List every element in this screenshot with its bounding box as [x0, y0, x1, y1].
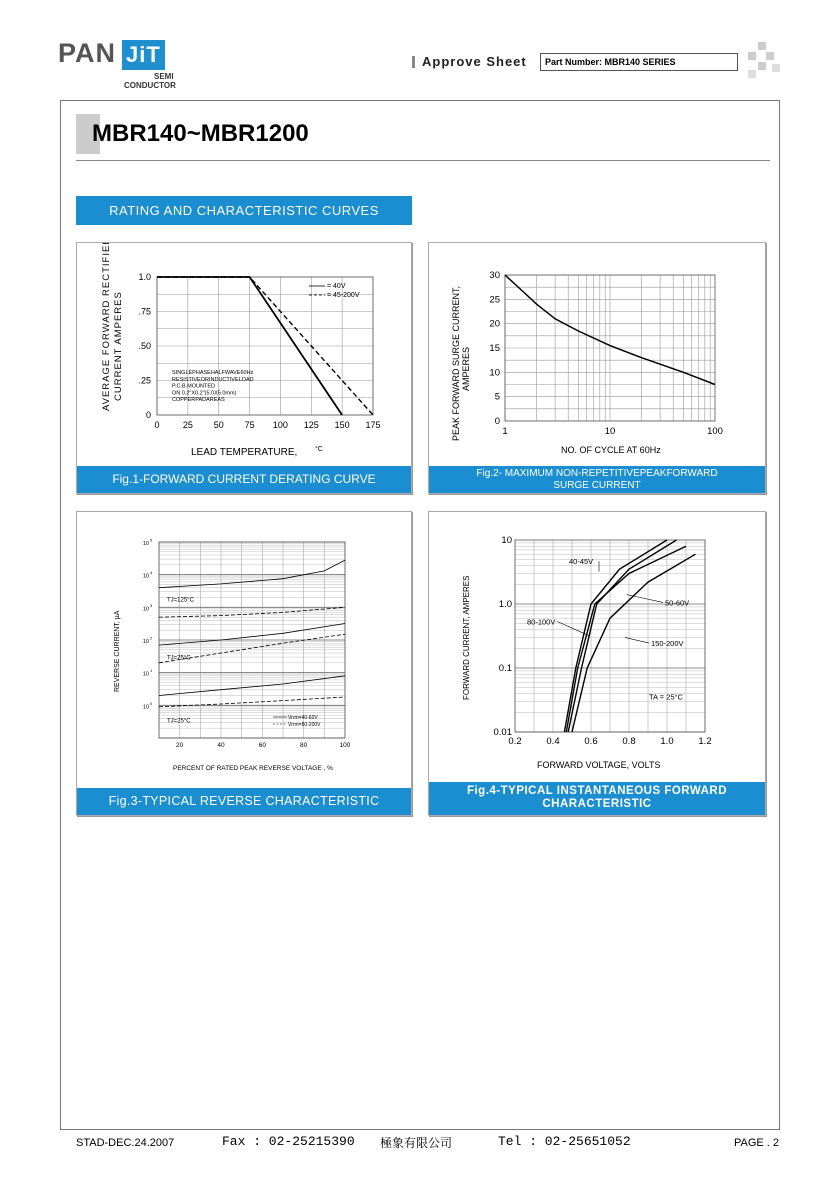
fig4-caption-line-2: CHARACTERISTIC — [542, 798, 652, 810]
fig1-xlabel-unit: °C — [315, 446, 323, 453]
fig3-xtick-label: 40 — [217, 742, 225, 749]
fig3-chart — [77, 512, 413, 788]
fig1-chart — [77, 243, 413, 467]
fig3-ytick-label: 10 — [142, 639, 149, 645]
fig4-caption-line-1: Fig.4-TYPICAL INSTANTANEOUS FORWARD — [466, 785, 728, 797]
fig2-caption — [429, 466, 765, 493]
fig2-ytick-label: 30 — [489, 270, 500, 281]
fig3-xlabel: PERCENT OF RATED PEAK REVERSE VOLTAGE , % — [173, 765, 333, 772]
fig3-annotation-125c: TJ=125°C — [167, 597, 194, 604]
checker-decoration — [744, 42, 780, 78]
fig1-ytick-label: .75 — [138, 306, 151, 317]
fig2-xtick-label: 10 — [604, 426, 616, 437]
fig3-ytick-label: 10 — [142, 671, 149, 678]
fig1-xlabel: LEAD TEMPERATURE, — [191, 447, 298, 458]
fig3-ytick-label: 10 — [142, 573, 149, 580]
fig1-note-line: SINGLEPHASEHALFWAVE60Hz — [172, 370, 254, 376]
footer-tel: Tel : 02-25651052 — [498, 1134, 631, 1149]
fig2-ytick-label: 20 — [489, 318, 500, 330]
fig4-ytick-label: 10 — [501, 535, 512, 546]
fig2-xlabel: NO. OF CYCLE AT 60Hz — [561, 445, 661, 455]
fig1-ytick-label: .25 — [138, 375, 151, 386]
fig2-xtick-label: 100 — [707, 426, 723, 437]
fig4-curve-label: 80-100V — [527, 617, 556, 627]
fig2-ytick-label: 10 — [489, 367, 500, 379]
section-banner: RATING AND CHARACTERISTIC CURVES — [76, 196, 412, 225]
fig1-legend-45-200v: = 45-200V — [327, 292, 360, 299]
fig3-xtick-label: 100 — [339, 742, 351, 749]
footer-fax: Fax : 02-25215390 — [222, 1134, 355, 1149]
footer-page: PAGE . 2 — [734, 1137, 780, 1149]
logo-conductor-text: CONDUCTOR — [124, 81, 176, 90]
fig4-xtick-label: 1.2 — [698, 736, 712, 747]
fig1-ytick-label: 0 — [145, 410, 151, 420]
fig1-xtick-label: 175 — [365, 420, 381, 430]
fig4-ytick-label: 1.0 — [498, 599, 512, 610]
fig4-ytick-label: 0.1 — [498, 663, 512, 674]
fig1-xtick-label: 0 — [154, 420, 160, 430]
fig3-ytick-exponent: 0 — [150, 700, 153, 706]
fig1-caption: Fig.1-FORWARD CURRENT DERATING CURVE — [77, 466, 411, 493]
fig3-xtick-label: 60 — [258, 742, 266, 749]
fig3-ytick-exponent: 4 — [150, 570, 153, 576]
fig3-ytick-label: 10 — [142, 704, 149, 711]
fig2-ylabel-2: AMPERES — [461, 346, 471, 391]
fig1-note-line: RESISTIVEORINDUCTIVELOAD — [172, 376, 254, 383]
fig4-curve-label: 50-60V — [665, 598, 690, 608]
title-divider — [76, 160, 770, 161]
fig4-xlabel: FORWARD VOLTAGE, VOLTS — [537, 760, 661, 770]
logo-jit-text: JiT — [122, 40, 165, 70]
fig4-series-line — [564, 540, 667, 732]
part-number-box: Part Number: MBR140 SERIES — [540, 53, 738, 71]
fig2-caption-line-2: SURGE CURRENT — [553, 480, 641, 491]
fig2-ylabel-1: PEAK FORWARD SURGE CURRENT, — [451, 285, 461, 441]
fig3-ytick-exponent: 3 — [150, 602, 153, 608]
fig2-chart — [429, 243, 767, 467]
fig3-xtick-label: 80 — [300, 742, 308, 749]
fig4-label-leader — [557, 621, 589, 635]
fig3-ytick-exponent: 5 — [150, 537, 153, 543]
fig1-ytick-label: .50 — [138, 341, 151, 351]
logo-pan-text: PAN — [58, 38, 117, 68]
logo-semi-text: SEMI — [154, 72, 174, 81]
fig3-ytick-exponent: 1 — [150, 668, 153, 674]
fig1-xtick-label: 75 — [244, 420, 255, 430]
fig3-series-line — [159, 560, 345, 588]
fig3-xtick-label: 20 — [176, 742, 184, 749]
fig3-ytick-label: 10 — [142, 541, 149, 547]
fig4-xtick-label: 0.6 — [584, 736, 598, 747]
fig4-panel — [428, 511, 766, 816]
fig4-series-line — [568, 540, 676, 732]
fig4-caption — [429, 782, 765, 815]
fig1-xtick-label: 25 — [182, 420, 193, 430]
fig2-panel — [428, 242, 766, 494]
fig4-label-leader — [627, 595, 663, 603]
fig3-annotation-75c: TJ=75°C — [167, 655, 191, 662]
fig1-note-line: P.C.B.MOUNTED — [172, 383, 215, 390]
fig3-series-line — [159, 624, 345, 646]
fig1-ylabel-2: CURRENT AMPERES — [113, 291, 124, 401]
fig4-xtick-label: 1.0 — [660, 736, 674, 747]
fig1-panel — [76, 242, 412, 494]
fig3-caption: Fig.3-TYPICAL REVERSE CHARACTERISTIC — [77, 788, 411, 815]
fig2-ytick-label: 0 — [494, 416, 500, 427]
approve-sheet-label: Approve Sheet — [422, 54, 527, 69]
fig4-curve-label: 150-200V — [651, 639, 684, 649]
fig3-ylabel: REVERSE CURRENT, µA — [114, 610, 121, 692]
fig1-ylabel-1: AVERAGE FORWARD RECTIFIED — [101, 243, 112, 411]
fig2-ytick-label: 25 — [489, 294, 500, 306]
fig4-label-leader — [625, 637, 649, 643]
fig1-xtick-label: 150 — [334, 420, 350, 430]
fig1-note-line: ON 0.2"X0.2"(5.0X5.0mm) — [172, 390, 237, 397]
fig1-legend-40v: = 40V — [327, 283, 346, 290]
fig4-ytick-label: 0.01 — [493, 727, 512, 738]
fig2-ytick-label: 15 — [489, 343, 500, 354]
footer-doc-code: STAD-DEC.24.2007 — [76, 1137, 175, 1149]
fig3-ytick-exponent: 2 — [150, 635, 153, 641]
fig4-xtick-label: 0.2 — [508, 736, 522, 747]
fig4-xtick-label: 0.4 — [546, 736, 560, 747]
page-title: MBR140~MBR1200 — [92, 120, 309, 147]
fig1-xtick-label: 125 — [303, 420, 319, 430]
fig2-xtick-label: 1 — [502, 426, 508, 437]
fig3-legend-80-200v: Vrrm=80-200V — [288, 722, 321, 728]
fig2-caption-line-1: Fig.2- MAXIMUM NON-REPETITIVEPEAKFORWARD — [476, 468, 718, 479]
fig4-xtick-label: 0.8 — [622, 736, 636, 747]
fig2-ytick-label: 5 — [494, 391, 500, 403]
fig1-ytick-label: 1.0 — [138, 272, 151, 282]
approve-marker — [412, 56, 415, 68]
fig1-xtick-label: 100 — [272, 420, 288, 430]
fig4-chart — [429, 512, 767, 782]
fig3-legend-40-60v: Vrrm=40-60V — [288, 715, 318, 721]
fig3-annotation-25c: TJ=25°C — [167, 718, 191, 725]
fig4-ylabel: FORWARD CURRENT, AMPERES — [462, 575, 471, 700]
fig4-ta-label: TA = 25°C — [649, 692, 683, 702]
fig3-panel — [76, 511, 412, 816]
fig3-ytick-label: 10 — [142, 606, 149, 613]
fig4-curve-label: 40-45V — [569, 557, 594, 567]
fig1-note-line: COPPERPADAREAS — [172, 397, 225, 404]
fig1-xtick-label: 50 — [213, 420, 224, 430]
footer-company: 極象有限公司 — [380, 1136, 453, 1150]
